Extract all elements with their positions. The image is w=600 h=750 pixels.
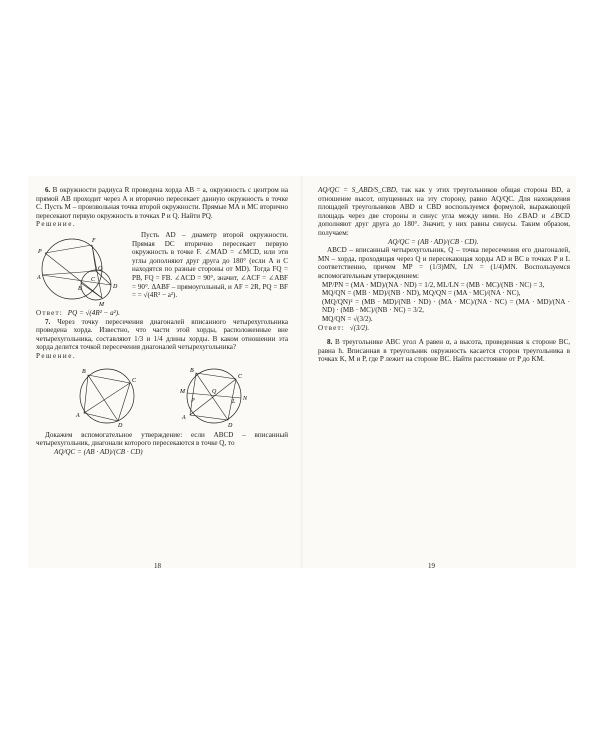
problem-7-lemma: Докажем вспомогательное утверждение: если ABCD – вписанный четырехугольник, диагонали которого пересекаются в точке Q, то [36, 430, 288, 448]
problem-8-text: В треугольнике ABC угол A равен α, а высота, проведенная к стороне BC, равна h. Вписанная в треугольник окружность касается сторон треугольника в точках K, M и P, где P лежит на стороне BC. Найти расстояние от P до KM. [318, 338, 570, 364]
problem-6-solution-text: Пусть AD – диаметр второй окружности. Прямая DC вторично пересекает первую окружность в точке F. ∠MAD = ∠MCD, или эти углы дополняют друг друга до 180° (если A и C находятся по разные стороны от MD). Тогда FQ = PB, FQ = FB. ∠ACD = 90°, значит, ∠ACF = ∠ABF = 90°. ΔABF – прямоугольный, и AF = 2R, PQ = BF = = √(4R² − a²). [132, 230, 288, 300]
right-answer-label: Ответ: [318, 323, 345, 332]
problem-6-text: В окружности радиуса R проведена хорда AB = a, окружность с центром на прямой AB проходит через A и вторично пересекает данную окружность в точке C. Пусть M – произвольная точка второй окружности. Прямые MA и MC вторично пересекают первую окружность в точках P и Q. Найти PQ. [36, 186, 288, 220]
right-paragraph-1 [318, 186, 570, 238]
problem-6-solution-heading: Решение. [36, 220, 77, 229]
problem-7-text: Через точку пересечения диагоналей вписанного четырехугольника проведена хорда. Известно, что части этой хорды, расположенные вне четырехугольника, составляют 1/3 и 1/4 длины хорды. В каком отношении эта хорда делится точкой пересечения диагоналей четырехугольника? [36, 317, 288, 352]
problem-7-fig2-label: D [228, 422, 233, 427]
problem-7-fig2-label: A [182, 414, 186, 421]
problem-7-fig1-label: B [82, 368, 86, 375]
problem-7-fig2-label: M [180, 388, 185, 395]
right-equation-2: MQ/QN = (MB · MD)/(NB · ND), MQ/QN = (MA · MC)/(NA · NC), [322, 289, 521, 298]
problem-7-fig1-label: A [76, 412, 80, 419]
problem-7-fig1-label: C [132, 377, 137, 384]
right-equation-4: MQ/QN = √(3/2). [322, 314, 373, 323]
problem-7-figures [36, 365, 288, 427]
problem-6-label: B [78, 285, 82, 292]
left-page [36, 186, 288, 570]
right-equation-3: (MQ/QN)² = (MB · MD)/(NB · ND) · (MA · MC)/(NA · NC) = (MA · MD)/(NA · ND) · (MB · MC)/(NB · NC) = 3/2, [322, 297, 570, 315]
problem-6-statement [36, 186, 288, 220]
right-answer [318, 324, 570, 333]
problem-6-answer-value: PQ = √(4R² − a²). [67, 308, 120, 317]
problem-6-label: F [92, 237, 96, 244]
right-paragraph-3: ABCD – вписанный четырехугольник, Q – точка пересечения его диагоналей, MN – хорда, проходящая через Q и пересекающая хорды AD и BC в точках P и L соответственно, причем MP = (1/3)MN, LN = (1/4)MN. Воспользуемся вспомогательным утверждением: [318, 246, 570, 280]
problem-7-fig2-label: Q [212, 388, 217, 395]
problem-7-fig2-label: B [190, 367, 194, 374]
problem-7-diagram-2 [172, 365, 256, 427]
problem-6-label: D [113, 283, 118, 290]
right-equation-1: MP/PN = (MA · MD)/(NA · ND) = 1/2, ML/LN = (MB · MC)/(NB · NC) = 3, [322, 280, 545, 289]
problem-6-label: Q [98, 265, 103, 272]
problem-6-figure-row [36, 231, 288, 309]
right-formula-2: AQ/QC = (AB · AD)/(CB · CD). [388, 237, 479, 246]
book-spread [28, 176, 576, 568]
right-formula-1: AQ/QC = S_ABD/S_CBD [318, 186, 396, 194]
problem-7-lemma-formula: AQ/QC = (AB · AD)/(CB · CD) [54, 447, 143, 456]
problem-8-statement [318, 338, 570, 364]
problem-7-fig2-label: C [238, 373, 243, 380]
problem-6-diagram [36, 231, 128, 309]
problem-7-number: 7. [45, 317, 51, 326]
problem-7-fig1-label: D [118, 422, 123, 427]
problem-7-diagram-1 [68, 365, 146, 427]
left-page-number: 18 [154, 562, 161, 570]
problem-8-number: 8. [327, 338, 333, 347]
problem-6-number: 6. [45, 186, 51, 194]
right-answer-value: √(3/2). [349, 323, 370, 332]
right-page [318, 186, 570, 570]
problem-7-fig2-label: N [243, 395, 248, 402]
problem-6-figure [36, 231, 128, 309]
right-page-number: 19 [428, 562, 435, 570]
problem-7-fig2-label: P [191, 397, 195, 404]
problem-6-answer-label: Ответ: [36, 308, 63, 317]
right-text-1: , так как у этих треугольников общая сторона BD, а отношение высот, опущенных на эту сторону, равно AQ/QC. Для нахождения площадей треугольников ABD и CBD воспользуемся формулой, выражающей площадь через две стороны и синус угла между ними. Но ∠BAD и ∠BCD дополняют друг друга до 180°. Значит, у них равны синусы. Таким образом, получаем: [318, 186, 570, 237]
problem-6-label: C [91, 276, 96, 283]
problem-6-label: P [38, 248, 42, 255]
problem-7-statement [36, 318, 288, 352]
problem-6-label: M [99, 301, 104, 308]
problem-7-solution-heading: Решение. [36, 351, 77, 360]
problem-6-answer [36, 309, 288, 318]
problem-7-fig2-label: L [232, 398, 236, 405]
problem-6-label: A [37, 274, 41, 281]
